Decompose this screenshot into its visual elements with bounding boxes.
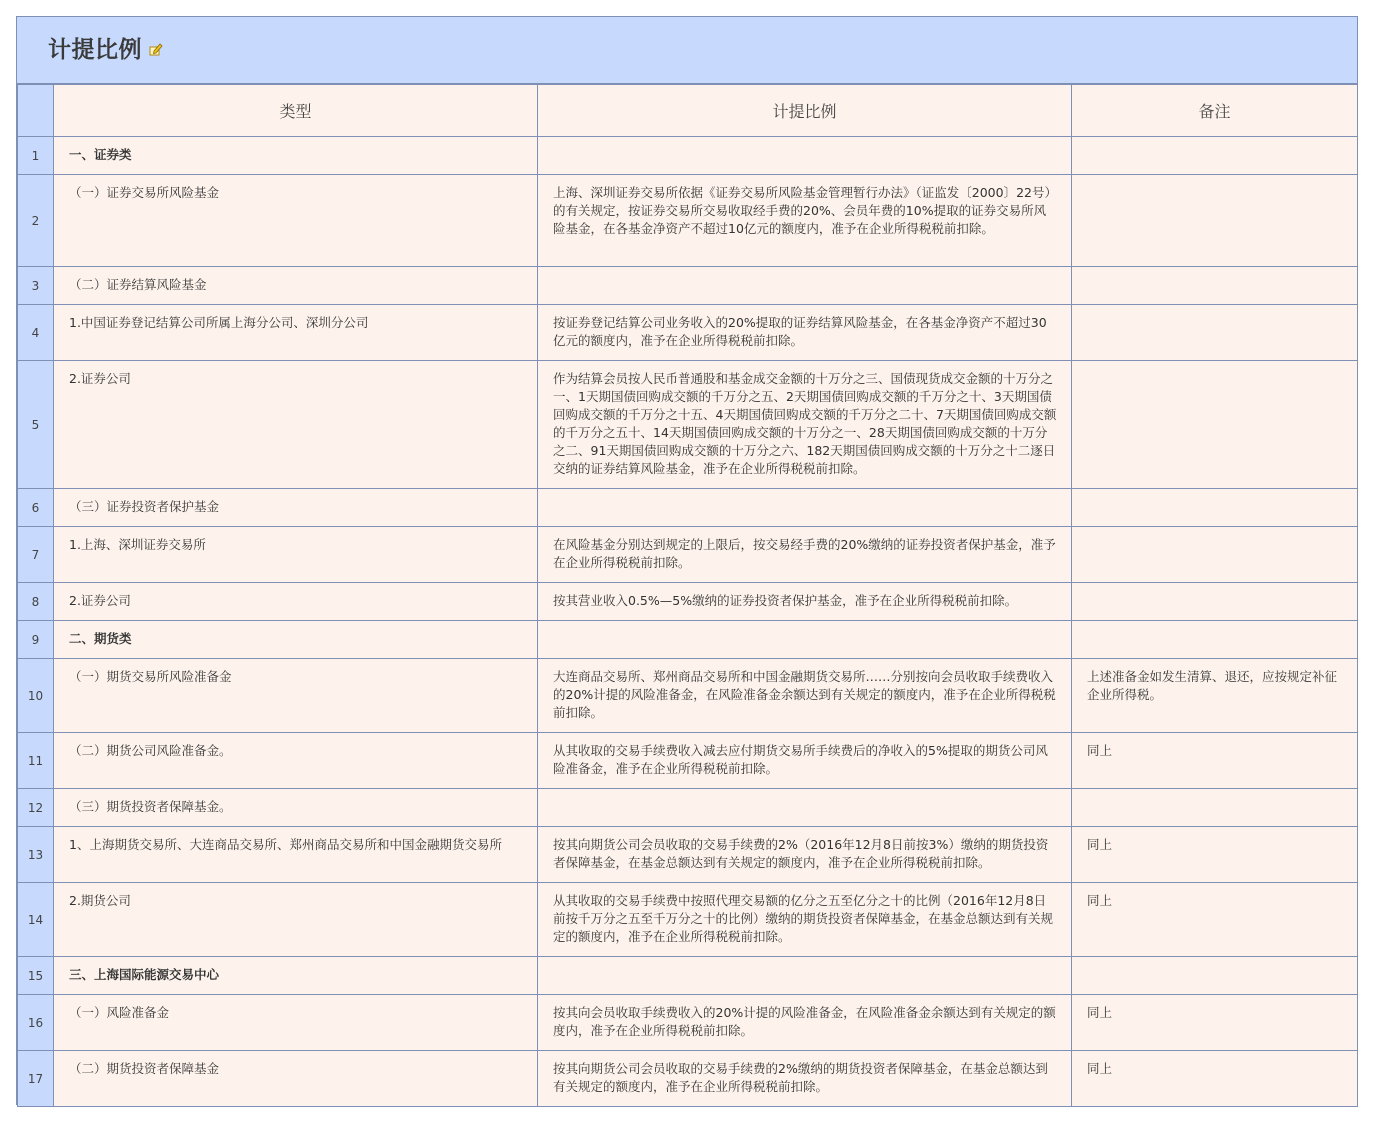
row-number: 11 xyxy=(18,733,54,789)
ratio-cell: 作为结算会员按人民币普通股和基金成交金额的十万分之三、国债现货成交金额的十万分之一、1天期国债回购成交额的千万分之五、2天期国债回购成交额的千万分之十、3天期国债回购成交额的千万分之十五、4天期国债回购成交额的千万分之二十、7天期国债回购成交额的千万分之五十、14天期国债回购成交额的十万分之一、28天期国债回购成交额的十万分之二、91天期国债回购成交额的十万分之六、182天期国债回购成交额的十万分之十二逐日交纳的证券结算风险基金，准予在企业所得税税前扣除。 xyxy=(538,361,1072,489)
ratio-cell: 大连商品交易所、郑州商品交易所和中国金融期货交易所……分别按向会员收取手续费收入的20%计提的风险准备金，在风险准备金余额达到有关规定的额度内，准予在企业所得税税前扣除。 xyxy=(538,659,1072,733)
note-cell xyxy=(1072,489,1358,527)
title-bar xyxy=(17,17,1357,84)
ratio-cell: 按其向期货公司会员收取的交易手续费的2%缴纳的期货投资者保障基金，在基金总额达到有关规定的额度内，准予在企业所得税税前扣除。 xyxy=(538,1051,1072,1107)
ratio-cell: 按其向会员收取手续费收入的20%计提的风险准备金，在风险准备金余额达到有关规定的额度内，准予在企业所得税税前扣除。 xyxy=(538,995,1072,1051)
ratio-cell: 从其收取的交易手续费中按照代理交易额的亿分之五至亿分之十的比例（2016年12月8日前按千万分之五至千万分之十的比例）缴纳的期货投资者保障基金，在基金总额达到有关规定的额度内，准予在企业所得税税前扣除。 xyxy=(538,883,1072,957)
note-cell xyxy=(1072,957,1358,995)
row-number: 17 xyxy=(18,1051,54,1107)
note-cell: 同上 xyxy=(1072,995,1358,1051)
row-number: 7 xyxy=(18,527,54,583)
note-cell xyxy=(1072,583,1358,621)
type-cell: 三、上海国际能源交易中心 xyxy=(54,957,538,995)
note-cell: 同上 xyxy=(1072,733,1358,789)
note-column-header: 备注 xyxy=(1072,85,1358,137)
type-cell: （三）证券投资者保护基金 xyxy=(54,489,538,527)
row-number: 2 xyxy=(18,175,54,267)
table-row xyxy=(18,361,1358,489)
table-row xyxy=(18,827,1358,883)
type-cell: 1.中国证券登记结算公司所属上海分公司、深圳分公司 xyxy=(54,305,538,361)
note-cell: 同上 xyxy=(1072,883,1358,957)
table-row xyxy=(18,621,1358,659)
note-cell xyxy=(1072,789,1358,827)
type-cell: 2.期货公司 xyxy=(54,883,538,957)
row-number: 10 xyxy=(18,659,54,733)
ratio-cell: 按证券登记结算公司业务收入的20%提取的证券结算风险基金，在各基金净资产不超过30亿元的额度内，准予在企业所得税税前扣除。 xyxy=(538,305,1072,361)
type-cell: 2.证券公司 xyxy=(54,583,538,621)
note-cell: 同上 xyxy=(1072,1051,1358,1107)
row-number: 1 xyxy=(18,137,54,175)
note-cell xyxy=(1072,267,1358,305)
type-cell: （三）期货投资者保障基金。 xyxy=(54,789,538,827)
edit-pencil-icon[interactable] xyxy=(149,42,163,56)
table-header-row xyxy=(18,85,1358,137)
table-row xyxy=(18,489,1358,527)
ratio-cell: 上海、深圳证券交易所依据《证券交易所风险基金管理暂行办法》（证监发〔2000〕22号）的有关规定，按证券交易所交易收取经手费的20%、会员年费的10%提取的证券交易所风险基金，在各基金净资产不超过10亿元的额度内，准予在企业所得税税前扣除。 xyxy=(538,175,1072,267)
row-number: 8 xyxy=(18,583,54,621)
note-cell: 上述准备金如发生清算、退还，应按规定补征企业所得税。 xyxy=(1072,659,1358,733)
table-row xyxy=(18,175,1358,267)
row-number: 12 xyxy=(18,789,54,827)
type-cell: 1、上海期货交易所、大连商品交易所、郑州商品交易所和中国金融期货交易所 xyxy=(54,827,538,883)
row-number: 15 xyxy=(18,957,54,995)
ratio-cell xyxy=(538,621,1072,659)
page-title: 计提比例 xyxy=(48,37,142,63)
ratio-cell xyxy=(538,489,1072,527)
note-cell xyxy=(1072,137,1358,175)
type-cell: 二、期货类 xyxy=(54,621,538,659)
type-cell: 1.上海、深圳证券交易所 xyxy=(54,527,538,583)
table-row xyxy=(18,267,1358,305)
ratio-cell: 在风险基金分别达到规定的上限后，按交易经手费的20%缴纳的证券投资者保护基金，准予在企业所得税税前扣除。 xyxy=(538,527,1072,583)
row-number: 6 xyxy=(18,489,54,527)
table-row xyxy=(18,957,1358,995)
type-column-header: 类型 xyxy=(54,85,538,137)
table-row xyxy=(18,883,1358,957)
type-cell: （一）期货交易所风险准备金 xyxy=(54,659,538,733)
type-cell: （二）证券结算风险基金 xyxy=(54,267,538,305)
note-cell xyxy=(1072,305,1358,361)
table-row xyxy=(18,733,1358,789)
ratio-cell xyxy=(538,957,1072,995)
ratio-cell: 从其收取的交易手续费收入减去应付期货交易所手续费后的净收入的5%提取的期货公司风险准备金，准予在企业所得税税前扣除。 xyxy=(538,733,1072,789)
type-cell: （一）证券交易所风险基金 xyxy=(54,175,538,267)
type-cell: 一、证券类 xyxy=(54,137,538,175)
table-row xyxy=(18,789,1358,827)
ratio-cell xyxy=(538,267,1072,305)
ratio-cell xyxy=(538,789,1072,827)
table-row xyxy=(18,659,1358,733)
ratio-cell: 按其营业收入0.5%—5%缴纳的证券投资者保护基金，准予在企业所得税税前扣除。 xyxy=(538,583,1072,621)
ratio-cell xyxy=(538,137,1072,175)
table-row xyxy=(18,137,1358,175)
ratio-panel xyxy=(16,16,1358,1105)
row-number: 4 xyxy=(18,305,54,361)
row-number: 14 xyxy=(18,883,54,957)
ratio-column-header: 计提比例 xyxy=(538,85,1072,137)
table-row xyxy=(18,305,1358,361)
row-number: 3 xyxy=(18,267,54,305)
table-body xyxy=(18,137,1358,1107)
table-row xyxy=(18,995,1358,1051)
table-row xyxy=(18,527,1358,583)
ratio-table xyxy=(17,84,1358,1107)
row-number: 5 xyxy=(18,361,54,489)
ratio-cell: 按其向期货公司会员收取的交易手续费的2%（2016年12月8日前按3%）缴纳的期货投资者保障基金，在基金总额达到有关规定的额度内，准予在企业所得税税前扣除。 xyxy=(538,827,1072,883)
note-cell xyxy=(1072,621,1358,659)
type-cell: 2.证券公司 xyxy=(54,361,538,489)
note-cell xyxy=(1072,527,1358,583)
note-cell xyxy=(1072,361,1358,489)
table-row xyxy=(18,583,1358,621)
row-number: 16 xyxy=(18,995,54,1051)
note-cell xyxy=(1072,175,1358,267)
type-cell: （二）期货投资者保障基金 xyxy=(54,1051,538,1107)
table-row xyxy=(18,1051,1358,1107)
type-cell: （二）期货公司风险准备金。 xyxy=(54,733,538,789)
row-number: 9 xyxy=(18,621,54,659)
row-number: 13 xyxy=(18,827,54,883)
note-cell: 同上 xyxy=(1072,827,1358,883)
type-cell: （一）风险准备金 xyxy=(54,995,538,1051)
row-number-header xyxy=(18,85,54,137)
